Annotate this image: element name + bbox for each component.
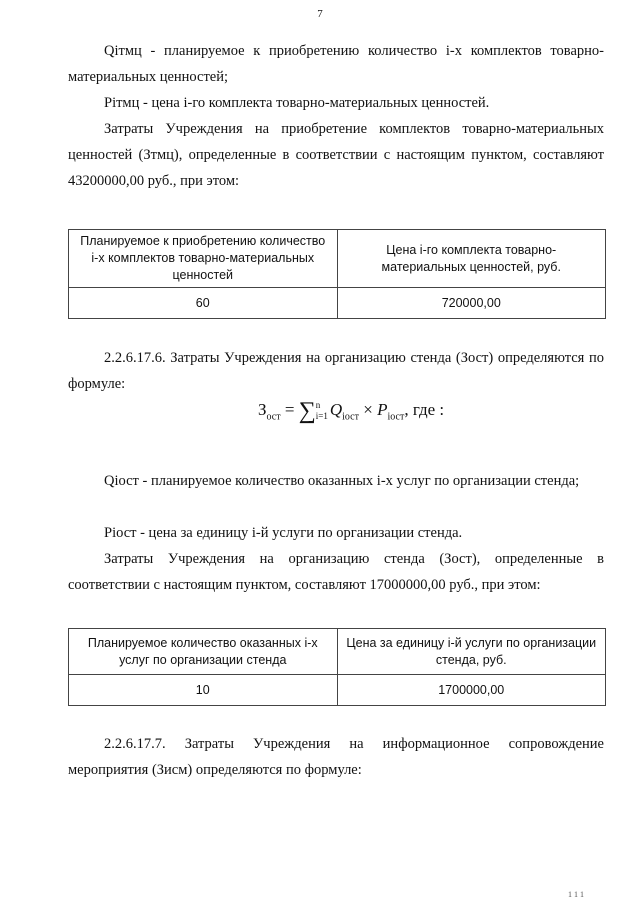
- formula-p-sub: iост: [387, 411, 405, 423]
- paragraph-qitmc: Qiтмц - планируемое к приобретению количество i-х комплектов товарно-материальных ценностей;: [68, 43, 604, 85]
- table-tmc-cell-price: 720000,00: [337, 288, 606, 319]
- paragraph-zost-total: Затраты Учреждения на организацию стенда (Зост), определенные в соответствии с настоящим пунктом, составляют 17000000,00 руб., при этом:: [68, 551, 604, 593]
- paragraph-pitmc: Piтмц - цена i-го комплекта товарно-материальных ценностей.: [104, 95, 490, 111]
- table-tmc-header-qty: Планируемое к приобретению количество i-х комплектов товарно-материальных ценностей: [69, 230, 338, 288]
- paragraph-2-2-6-17-6: 2.2.6.17.6. Затраты Учреждения на организацию стенда (Зост) определяются по формуле:: [68, 350, 604, 392]
- paragraph-qiost: Qiост - планируемое количество оказанных i-х услуг по организации стенда;: [104, 473, 580, 489]
- formula-q: Q: [329, 400, 343, 419]
- formula-limits: [316, 400, 328, 422]
- formula-lhs-sub: ост: [266, 411, 281, 423]
- sum-sign-icon: ∑: [298, 398, 316, 424]
- table-stend-header-qty: Планируемое количество оказанных i-х услуг по организации стенда: [69, 629, 338, 675]
- table-stend-cell-qty: 10: [69, 675, 338, 706]
- formula-times: ×: [363, 400, 373, 419]
- table-stend: [68, 628, 606, 706]
- formula-p: P: [377, 400, 388, 419]
- formula-upper-limit: n: [315, 400, 321, 411]
- formula-equals: =: [284, 400, 295, 419]
- formula-lhs: З: [258, 400, 267, 419]
- table-tmc-cell-qty: 60: [69, 288, 338, 319]
- paragraph-2-2-6-17-7: 2.2.6.17.7. Затраты Учреждения на информационное сопровождение мероприятия (Зисм) определяются по формуле:: [68, 736, 604, 778]
- formula-lower-limit: i=1: [315, 411, 328, 422]
- table-stend-header-price: Цена за единицу i-й услуги по организации стенда, руб.: [337, 629, 606, 675]
- table-stend-cell-price: 1700000,00: [337, 675, 606, 706]
- paragraph-piost: Piост - цена за единицу i-й услуги по организации стенда.: [104, 525, 463, 541]
- table-tmc-header-price: Цена i-го комплекта товарно-материальных ценностей, руб.: [337, 230, 606, 288]
- page-number: 7: [317, 8, 323, 20]
- table-tmc: [68, 229, 606, 319]
- formula-q-sub: iост: [342, 411, 359, 423]
- corner-mark: 1 1 1: [568, 890, 584, 899]
- formula-tail: , где :: [404, 400, 445, 419]
- paragraph-ztmc-total: Затраты Учреждения на приобретение комплектов товарно-материальных ценностей (Зтмц), определенные в соответствии с настоящим пунктом, составляют 43200000,00 руб., при этом:: [68, 121, 604, 189]
- formula-zost: [258, 398, 444, 425]
